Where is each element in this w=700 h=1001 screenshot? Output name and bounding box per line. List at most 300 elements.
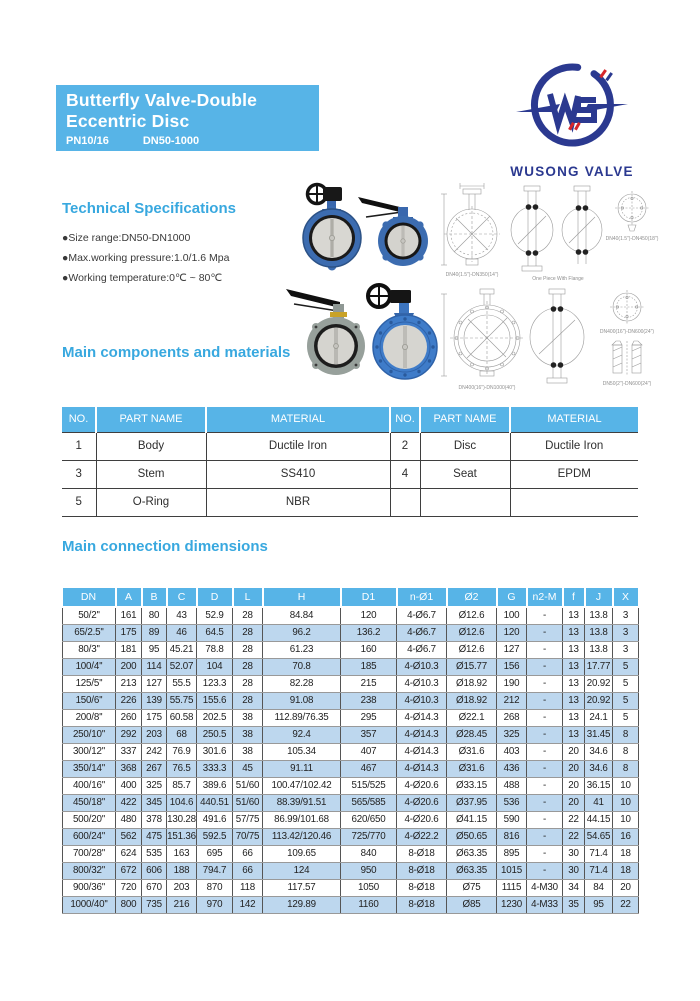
table-cell: 475 <box>142 828 167 845</box>
table-cell: 700/28'' <box>63 845 116 862</box>
table-cell: 22 <box>563 811 585 828</box>
table-cell: 124 <box>263 862 341 879</box>
table-cell: 46 <box>167 624 197 641</box>
table-cell: 22 <box>563 828 585 845</box>
table-cell: 76.5 <box>167 760 197 777</box>
column-header: NO. <box>62 407 96 432</box>
table-cell: SS410 <box>206 460 390 488</box>
column-header: X <box>613 588 639 607</box>
table-cell: - <box>527 760 563 777</box>
table-cell: 85.7 <box>167 777 197 794</box>
table-cell: Disc <box>420 432 510 460</box>
dimensions-table-header <box>63 588 639 607</box>
column-header: DN <box>63 588 116 607</box>
table-cell: 590 <box>497 811 527 828</box>
table-cell: 200 <box>116 658 142 675</box>
table-cell: 1050 <box>341 879 397 896</box>
table-cell: 212 <box>497 692 527 709</box>
table-cell: - <box>527 641 563 658</box>
page-title <box>66 90 309 132</box>
drawing-caption: DN40(1.5")-DN450(18") <box>605 236 659 242</box>
table-cell: - <box>527 777 563 794</box>
table-cell: 695 <box>197 845 233 862</box>
table-cell: 242 <box>142 743 167 760</box>
table-cell: 4 <box>390 460 420 488</box>
table-cell: 20 <box>563 777 585 794</box>
table-row <box>63 607 639 624</box>
table-cell: - <box>527 607 563 624</box>
components-table <box>62 407 638 517</box>
column-header: H <box>263 588 341 607</box>
table-cell: 105.34 <box>263 743 341 760</box>
table-cell: 407 <box>341 743 397 760</box>
table-cell: 4-Ø20.6 <box>397 777 447 794</box>
company-logo <box>498 60 646 179</box>
column-header: Ø2 <box>447 588 497 607</box>
table-cell: - <box>527 726 563 743</box>
table-cell: 139 <box>142 692 167 709</box>
table-cell: 870 <box>197 879 233 896</box>
components-table-header <box>62 407 638 432</box>
table-cell: 96.2 <box>263 624 341 641</box>
table-cell: Ø33.15 <box>447 777 497 794</box>
table-cell: 70/75 <box>233 828 263 845</box>
table-cell: 84.84 <box>263 607 341 624</box>
table-cell: 13 <box>563 607 585 624</box>
table-cell: 100.47/102.42 <box>263 777 341 794</box>
table-cell: 226 <box>116 692 142 709</box>
table-cell: 816 <box>497 828 527 845</box>
table-cell: 4-Ø14.3 <box>397 709 447 726</box>
table-cell: 325 <box>142 777 167 794</box>
table-cell: 156 <box>497 658 527 675</box>
table-cell: 52.9 <box>197 607 233 624</box>
table-cell: 800 <box>116 896 142 913</box>
table-cell: 620/650 <box>341 811 397 828</box>
table-cell: 13 <box>563 658 585 675</box>
table-row <box>63 862 639 879</box>
table-cell: Ø75 <box>447 879 497 896</box>
column-header: B <box>142 588 167 607</box>
table-cell: 20.92 <box>585 675 613 692</box>
table-cell: 155.6 <box>197 692 233 709</box>
table-cell: 4-Ø20.6 <box>397 794 447 811</box>
column-header: G <box>497 588 527 607</box>
table-cell: - <box>527 845 563 862</box>
table-row <box>63 811 639 828</box>
table-row <box>63 658 639 675</box>
table-cell: 13.8 <box>585 624 613 641</box>
table-row <box>63 760 639 777</box>
table-cell: 43 <box>167 607 197 624</box>
table-cell: 100 <box>497 607 527 624</box>
table-cell: 38 <box>233 709 263 726</box>
table-cell: 13 <box>563 709 585 726</box>
table-cell: 440.51 <box>197 794 233 811</box>
table-cell: - <box>527 811 563 828</box>
table-row <box>63 624 639 641</box>
table-cell: 4-M30 <box>527 879 563 896</box>
drawing-caption: DN400(16")-DN600(24") <box>599 329 655 335</box>
table-row <box>62 488 638 516</box>
table-row <box>63 879 639 896</box>
column-header: NO. <box>390 407 420 432</box>
table-cell: 350/14'' <box>63 760 116 777</box>
column-header: PART NAME <box>420 407 510 432</box>
table-cell: 71.4 <box>585 845 613 862</box>
table-cell: 78.8 <box>197 641 233 658</box>
table-row <box>63 828 639 845</box>
table-cell: 295 <box>341 709 397 726</box>
table-cell: - <box>527 624 563 641</box>
table-cell: 163 <box>167 845 197 862</box>
table-cell: 213 <box>116 675 142 692</box>
table-cell: 535 <box>142 845 167 862</box>
table-cell: 51/60 <box>233 777 263 794</box>
table-row <box>63 743 639 760</box>
table-row <box>63 726 639 743</box>
table-cell: 45 <box>233 760 263 777</box>
table-cell: 34 <box>563 879 585 896</box>
table-cell: Ø63.35 <box>447 845 497 862</box>
table-cell: 250.5 <box>197 726 233 743</box>
spec-list <box>62 228 229 288</box>
table-cell: 30 <box>563 845 585 862</box>
column-header: C <box>167 588 197 607</box>
table-cell: 345 <box>142 794 167 811</box>
table-cell: 10 <box>613 777 639 794</box>
table-cell: 1000/40'' <box>63 896 116 913</box>
table-cell: 292 <box>116 726 142 743</box>
table-cell: 488 <box>497 777 527 794</box>
table-cell: 104 <box>197 658 233 675</box>
title-band <box>56 85 319 151</box>
table-cell: 606 <box>142 862 167 879</box>
table-cell: 82.28 <box>263 675 341 692</box>
table-cell: 624 <box>116 845 142 862</box>
table-cell: 120 <box>341 607 397 624</box>
table-cell: 71.4 <box>585 862 613 879</box>
table-cell: 24.1 <box>585 709 613 726</box>
section-heading-components: Main components and materials <box>62 344 291 361</box>
table-cell: Ø12.6 <box>447 607 497 624</box>
table-cell: 38 <box>233 743 263 760</box>
spec-size-range: ●Size range:DN50-DN1000 <box>62 232 191 244</box>
table-cell: Ø37.95 <box>447 794 497 811</box>
table-cell: 185 <box>341 658 397 675</box>
dimensions-table <box>62 588 640 914</box>
table-cell: 301.6 <box>197 743 233 760</box>
table-cell: 34.6 <box>585 743 613 760</box>
table-cell: 400/16'' <box>63 777 116 794</box>
table-cell: 4-Ø6.7 <box>397 607 447 624</box>
table-cell: 5 <box>613 658 639 675</box>
pressure-rating: PN10/16 <box>66 135 109 147</box>
table-cell: 129.89 <box>263 896 341 913</box>
table-cell: 794.7 <box>197 862 233 879</box>
table-cell: 1 <box>62 432 96 460</box>
table-cell: 436 <box>497 760 527 777</box>
table-cell: 238 <box>341 692 397 709</box>
table-cell: 450/18'' <box>63 794 116 811</box>
table-cell: 112.89/76.35 <box>263 709 341 726</box>
table-cell: Ductile Iron <box>206 432 390 460</box>
table-cell: 8 <box>613 760 639 777</box>
title-line-2: Eccentric Disc <box>66 111 190 131</box>
table-cell: 260 <box>116 709 142 726</box>
table-cell: - <box>527 692 563 709</box>
table-row <box>63 675 639 692</box>
table-cell: 400 <box>116 777 142 794</box>
table-cell: 268 <box>497 709 527 726</box>
table-cell: 203 <box>167 879 197 896</box>
table-cell: 76.9 <box>167 743 197 760</box>
table-cell: 30 <box>563 862 585 879</box>
table-cell: 109.65 <box>263 845 341 862</box>
table-cell: 41 <box>585 794 613 811</box>
table-cell: 17.77 <box>585 658 613 675</box>
table-cell: Seat <box>420 460 510 488</box>
table-cell: 3 <box>613 607 639 624</box>
table-cell: 4-Ø14.3 <box>397 743 447 760</box>
table-cell: 66 <box>233 845 263 862</box>
table-cell: 4-Ø10.3 <box>397 692 447 709</box>
table-cell: 4-Ø14.3 <box>397 760 447 777</box>
table-cell: Ø41.15 <box>447 811 497 828</box>
table-row <box>63 896 639 913</box>
table-cell: 840 <box>341 845 397 862</box>
table-cell: 720 <box>116 879 142 896</box>
table-cell: 136.2 <box>341 624 397 641</box>
table-cell: 28 <box>233 641 263 658</box>
table-cell: 4-Ø20.6 <box>397 811 447 828</box>
table-cell: Ø15.77 <box>447 658 497 675</box>
table-cell: 55.75 <box>167 692 197 709</box>
table-cell: 480 <box>116 811 142 828</box>
table-cell: 118 <box>233 879 263 896</box>
table-cell: 18 <box>613 845 639 862</box>
table-cell: 4-Ø6.7 <box>397 641 447 658</box>
column-header: MATERIAL <box>206 407 390 432</box>
table-cell: Body <box>96 432 206 460</box>
table-cell: 500/20'' <box>63 811 116 828</box>
table-cell: 104.6 <box>167 794 197 811</box>
table-cell: 8-Ø18 <box>397 845 447 862</box>
table-cell: 4-Ø22.2 <box>397 828 447 845</box>
table-cell: 160 <box>341 641 397 658</box>
section-heading-dimensions: Main connection dimensions <box>62 538 268 555</box>
table-cell: - <box>527 743 563 760</box>
table-cell: 895 <box>497 845 527 862</box>
table-cell: 10 <box>613 794 639 811</box>
column-header: PART NAME <box>96 407 206 432</box>
table-cell: 5 <box>62 488 96 516</box>
table-cell: Ø31.6 <box>447 743 497 760</box>
table-cell: 4-Ø10.3 <box>397 658 447 675</box>
table-cell: 725/770 <box>341 828 397 845</box>
table-cell: 91.08 <box>263 692 341 709</box>
table-cell: 34.6 <box>585 760 613 777</box>
table-cell: 4-Ø6.7 <box>397 624 447 641</box>
table-cell <box>510 488 638 516</box>
table-cell: - <box>527 828 563 845</box>
table-cell: Ø31.6 <box>447 760 497 777</box>
table-cell: 13 <box>563 675 585 692</box>
table-cell: 16 <box>613 828 639 845</box>
table-cell: 31.45 <box>585 726 613 743</box>
table-cell: 3 <box>62 460 96 488</box>
table-cell: 57/75 <box>233 811 263 828</box>
brand-name: WUSONG VALVE <box>510 164 634 179</box>
table-cell: 45.21 <box>167 641 197 658</box>
table-cell <box>420 488 510 516</box>
table-cell: Ø85 <box>447 896 497 913</box>
table-cell: - <box>527 862 563 879</box>
table-cell: 120 <box>497 624 527 641</box>
drawing-caption: One Piece With Flange <box>532 276 584 282</box>
table-cell: 4-Ø10.3 <box>397 675 447 692</box>
table-row <box>63 641 639 658</box>
table-cell: 20 <box>563 760 585 777</box>
table-cell: 52.07 <box>167 658 197 675</box>
table-cell: 175 <box>142 709 167 726</box>
table-cell: - <box>527 709 563 726</box>
table-row <box>63 692 639 709</box>
spec-temperature: ●Working temperature:0℃ ~ 80℃ <box>62 272 223 284</box>
table-cell: 1015 <box>497 862 527 879</box>
table-cell: 20 <box>613 879 639 896</box>
table-cell: 127 <box>497 641 527 658</box>
table-cell: 20.92 <box>585 692 613 709</box>
table-row <box>63 794 639 811</box>
table-cell: 267 <box>142 760 167 777</box>
table-cell <box>390 488 420 516</box>
table-cell: 357 <box>341 726 397 743</box>
table-cell: 565/585 <box>341 794 397 811</box>
valve-photo-lever-grey <box>286 282 374 387</box>
valve-photo-lever-wafer <box>356 187 436 274</box>
table-cell: NBR <box>206 488 390 516</box>
table-cell: 8-Ø18 <box>397 862 447 879</box>
table-cell: 368 <box>116 760 142 777</box>
table-cell: 8 <box>613 743 639 760</box>
table-cell: 181 <box>116 641 142 658</box>
section-heading-technical: Technical Specifications <box>62 200 236 217</box>
column-header: MATERIAL <box>510 407 638 432</box>
table-cell: 80 <box>142 607 167 624</box>
table-cell: 50/2'' <box>63 607 116 624</box>
table-cell: 216 <box>167 896 197 913</box>
table-cell: 22 <box>613 896 639 913</box>
table-cell: 215 <box>341 675 397 692</box>
column-header: D <box>197 588 233 607</box>
table-cell: 300/12'' <box>63 743 116 760</box>
table-cell: 190 <box>497 675 527 692</box>
table-cell: 3 <box>613 641 639 658</box>
table-cell: 13 <box>563 726 585 743</box>
table-cell: 13.8 <box>585 607 613 624</box>
table-cell: EPDM <box>510 460 638 488</box>
table-cell: 325 <box>497 726 527 743</box>
table-cell: 203 <box>142 726 167 743</box>
table-cell: Ø22.1 <box>447 709 497 726</box>
table-cell: 20 <box>563 794 585 811</box>
table-cell: 38 <box>233 726 263 743</box>
table-cell: 670 <box>142 879 167 896</box>
table-cell: 188 <box>167 862 197 879</box>
table-cell: 250/10'' <box>63 726 116 743</box>
table-row <box>63 709 639 726</box>
table-row <box>63 777 639 794</box>
table-cell: 800/32'' <box>63 862 116 879</box>
table-cell: 65/2.5'' <box>63 624 116 641</box>
table-cell: 84 <box>585 879 613 896</box>
table-cell: Ductile Iron <box>510 432 638 460</box>
table-cell: 28 <box>233 658 263 675</box>
table-cell: 970 <box>197 896 233 913</box>
components-table-body <box>62 432 638 516</box>
table-cell: 92.4 <box>263 726 341 743</box>
table-cell: 70.8 <box>263 658 341 675</box>
table-cell: 28 <box>233 675 263 692</box>
table-row <box>63 845 639 862</box>
table-cell: 66 <box>233 862 263 879</box>
table-cell: 5 <box>613 675 639 692</box>
table-cell: 100/4'' <box>63 658 116 675</box>
table-cell: 900/36'' <box>63 879 116 896</box>
dimensions-table-body <box>63 607 639 913</box>
table-cell: 117.57 <box>263 879 341 896</box>
table-cell: 1230 <box>497 896 527 913</box>
valve-photo-gear-flanged <box>366 281 442 388</box>
wusong-logo-icon <box>514 60 630 158</box>
column-header: D1 <box>341 588 397 607</box>
table-cell: 36.15 <box>585 777 613 794</box>
table-cell: 127 <box>142 675 167 692</box>
title-line-1: Butterfly Valve-Double <box>66 90 258 110</box>
table-cell: 13 <box>563 692 585 709</box>
table-row <box>62 460 638 488</box>
table-cell: - <box>527 794 563 811</box>
table-cell: 61.23 <box>263 641 341 658</box>
table-cell: 467 <box>341 760 397 777</box>
drawing-caption: DN50(2")-DN600(24") <box>602 381 652 387</box>
table-cell: 8-Ø18 <box>397 896 447 913</box>
table-cell: 491.6 <box>197 811 233 828</box>
table-cell: 20 <box>563 743 585 760</box>
table-cell: 89 <box>142 624 167 641</box>
column-header: n2-M <box>527 588 563 607</box>
table-cell: 28 <box>233 692 263 709</box>
drawing-caption: DN400(16")-DN1000(40") <box>458 385 516 391</box>
table-cell: 55.5 <box>167 675 197 692</box>
table-cell: 5 <box>613 692 639 709</box>
table-cell: Ø12.6 <box>447 624 497 641</box>
table-cell: 202.5 <box>197 709 233 726</box>
table-cell: 28 <box>233 607 263 624</box>
table-cell: 13 <box>563 641 585 658</box>
table-cell: 1115 <box>497 879 527 896</box>
table-cell: 13.8 <box>585 641 613 658</box>
table-row <box>62 432 638 460</box>
table-cell: 86.99/101.68 <box>263 811 341 828</box>
table-cell: 91.11 <box>263 760 341 777</box>
table-cell: 562 <box>116 828 142 845</box>
technical-drawing-row-1 <box>432 178 660 295</box>
table-cell: 64.5 <box>197 624 233 641</box>
table-cell: - <box>527 675 563 692</box>
table-cell: Ø18.92 <box>447 692 497 709</box>
